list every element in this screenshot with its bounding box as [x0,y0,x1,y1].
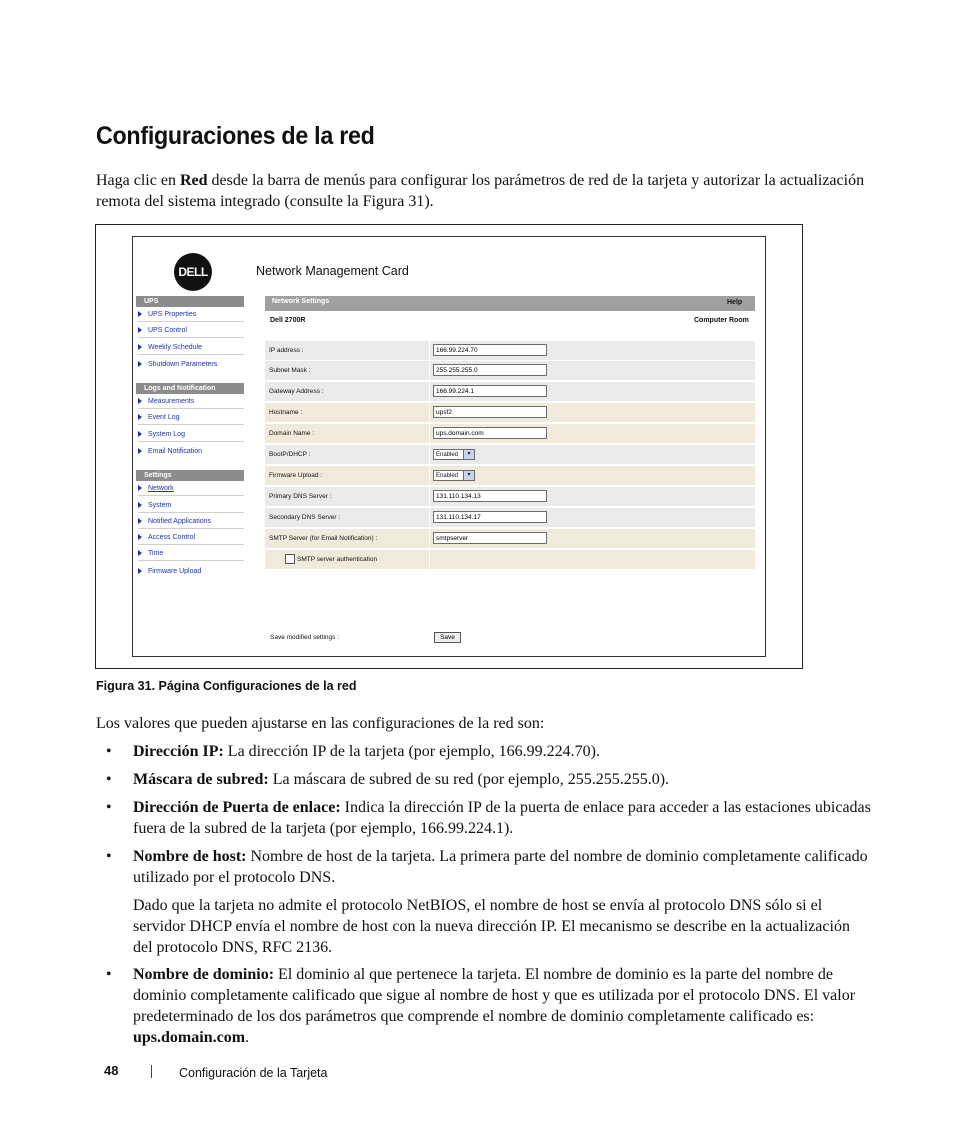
domain-name-label: Domain Name : [269,430,315,437]
arrow-right-icon [138,550,142,556]
hostname-note: Dado que la tarjeta no admite el protocolo NetBIOS, el nombre de host se envía al protocolo DNS sólo si el servidor DHCP envía el nombre de host con la nueva dirección IP. El mecanismo se describe en la actualización del protocolo DNS, RFC 2136. [133,897,850,956]
footer-section-title: Configuración de la Tarjeta [179,1066,328,1080]
nav-item-measurements[interactable]: Measurements [138,394,244,409]
arrow-right-icon [138,344,142,350]
bullet-subnet-mask: Máscara de subred: La máscara de subred de su red (por ejemplo, 255.255.255.0). [133,771,670,788]
bullet-gateway: Dirección de Puerta de enlace: Indica la dirección IP de la puerta de enlace para acceder a las estaciones ubicadas fuera de la subred de la tarjeta (por ejemplo, 166.99.224.1). [133,799,871,837]
footer-separator [151,1065,152,1078]
subnet-mask-label: Subnet Mask : [269,367,311,374]
ip-address-input[interactable] [433,344,547,356]
bullet-marker: • [106,771,112,788]
domain-name-input[interactable] [433,427,547,439]
nav-item-shutdown-parameters[interactable]: Shutdown Parameters [138,357,244,372]
bullet-marker: • [106,799,112,816]
firmware-upload-label: Firmware Upload : [269,472,323,479]
nav-item-system-log[interactable]: System Log [138,427,244,442]
secondary-dns-label: Secondary DNS Server : [269,514,341,521]
smtp-auth-row [265,550,755,570]
content-header-bar [265,296,755,311]
arrow-right-icon [138,518,142,524]
nav-item-time[interactable]: Time [138,546,244,561]
lead-paragraph: Los valores que pueden ajustarse en las configuraciones de la red son: [96,715,545,732]
device-location: Computer Room [694,317,749,324]
bullet-marker: • [106,966,112,983]
nav-item-ups-properties[interactable]: UPS Properties [138,307,244,322]
secondary-dns-input[interactable] [433,511,547,523]
nav-item-email-notification[interactable]: Email Notification [138,444,244,459]
nav-item-network[interactable]: Network [138,481,244,496]
nav-header-settings: Settings [136,470,244,481]
arrow-right-icon [138,327,142,333]
intro-paragraph: Haga clic en Red desde la barra de menús para configurar los parámetros de red de la tarjeta y autorizar la actualización remota del sistema integrado (consulte la Figura 31). [96,172,865,210]
nav-header-ups: UPS [136,296,244,307]
primary-dns-input[interactable] [433,490,547,502]
gateway-address-input[interactable] [433,385,547,397]
hostname-row [265,403,755,423]
arrow-right-icon [138,361,142,367]
subnet-mask-row [265,361,755,381]
domain-name-row [265,424,755,444]
nav-item-event-log[interactable]: Event Log [138,410,244,425]
smtp-server-row [265,529,755,549]
page-title: Configuraciones de la red [96,122,375,150]
bootp-dhcp-select[interactable]: Enabled ▾ [433,449,475,460]
arrow-right-icon [138,568,142,574]
smtp-auth-label: SMTP server authentication [297,556,378,563]
nav-header-logs: Logs and Notification [136,383,244,394]
firmware-upload-select[interactable]: Enabled ▾ [433,470,475,481]
smtp-server-input[interactable] [433,532,547,544]
figure-caption: Figura 31. Página Configuraciones de la red [96,679,357,693]
primary-dns-row [265,487,755,507]
help-link[interactable]: Help [727,299,743,306]
chevron-down-icon: ▾ [463,450,474,459]
nav-item-notified-applications[interactable]: Notified Applications [138,514,244,529]
hostname-label: Hostname : [269,409,303,416]
nav-item-access-control[interactable]: Access Control [138,530,244,545]
bootp-dhcp-row [265,445,755,465]
dell-logo: DELL [174,253,212,291]
gateway-address-label: Gateway Address : [269,388,324,395]
arrow-right-icon [138,448,142,454]
bullet-domain-name: Nombre de dominio: El dominio al que pertenece la tarjeta. El nombre de dominio es la parte del nombre de dominio completamente calificado que sigue al nombre de host y que es utilizada por el protocolo DNS. El valor predeterminado de los dos parámetros que comprende el nombre de dominio completamente calificado es: ups.domain.com. [133,966,856,1046]
arrow-right-icon [138,414,142,420]
nav-item-system[interactable]: System [138,498,244,513]
network-card-screenshot [132,236,766,657]
device-model: Dell 2700R [270,317,306,324]
app-title: Network Management Card [256,264,409,278]
arrow-right-icon [138,485,142,491]
secondary-dns-row [265,508,755,528]
arrow-right-icon [138,502,142,508]
arrow-right-icon [138,431,142,437]
save-button[interactable]: Save [434,632,461,643]
ip-address-label: IP address : [269,347,304,354]
chevron-down-icon: ▾ [463,471,474,480]
ip-address-row [265,341,755,361]
arrow-right-icon [138,534,142,540]
nav-item-ups-control[interactable]: UPS Control [138,323,244,338]
arrow-right-icon [138,398,142,404]
nav-item-weekly-schedule[interactable]: Weekly Schedule [138,340,244,355]
bullet-marker: • [106,848,112,865]
subnet-mask-input[interactable] [433,364,547,376]
arrow-right-icon [138,311,142,317]
gateway-address-row [265,382,755,402]
bullet-hostname: Nombre de host: Nombre de host de la tarjeta. La primera parte del nombre de dominio completamente calificado utilizado por el protocolo DNS. [133,848,868,886]
page-number: 48 [104,1063,119,1078]
bullet-ip-address: Dirección IP: La dirección IP de la tarjeta (por ejemplo, 166.99.224.70). [133,743,600,760]
bootp-dhcp-label: BootP/DHCP : [269,451,311,458]
menu-name-red: Red [179,172,208,189]
hostname-input[interactable] [433,406,547,418]
save-label: Save modified settings : [270,634,340,641]
primary-dns-label: Primary DNS Server : [269,493,332,500]
smtp-auth-checkbox[interactable] [285,554,295,564]
smtp-server-label: SMTP Server (for Email Notification) : [269,535,378,542]
nav-item-firmware-upload[interactable]: Firmware Upload [138,564,244,579]
content-header-title: Network Settings [272,298,330,305]
bullet-marker: • [106,743,112,760]
firmware-upload-row [265,466,755,486]
